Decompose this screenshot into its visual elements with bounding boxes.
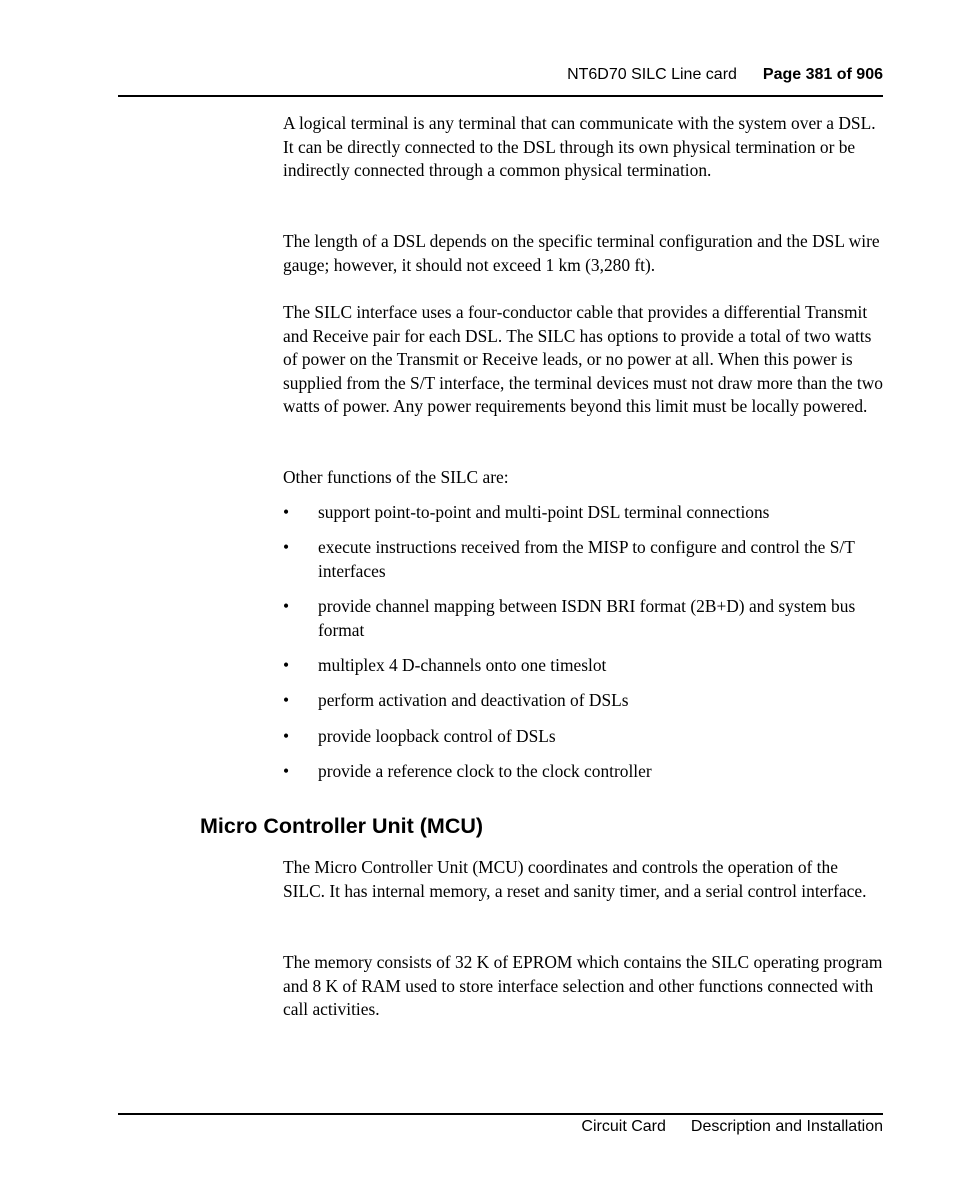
paragraph-mcu-overview: The Micro Controller Unit (MCU) coordinates and controls the operation of the SILC. It has internal memory, a reset and sanity timer, and a serial control interface. [283, 857, 867, 901]
bullet-icon: • [283, 761, 290, 781]
section-heading: Micro Controller Unit (MCU) [200, 814, 484, 838]
bullet-icon: • [283, 596, 290, 616]
list-item [283, 501, 883, 525]
paragraph-dsl-length: The length of a DSL depends on the specific terminal configuration and the DSL wire gauge; however, it should not exceed 1 km (3,280 ft). [283, 231, 880, 275]
list-item-text: provide loopback control of DSLs [318, 726, 556, 746]
list-item-text: provide a reference clock to the clock controller [318, 761, 652, 781]
page-header [118, 66, 883, 86]
paragraph-other-functions: Other functions of the SILC are: [283, 467, 509, 487]
bullet-icon: • [283, 726, 290, 746]
list-item [283, 536, 883, 583]
list-item [283, 595, 883, 642]
bullet-icon: • [283, 502, 290, 522]
list-item-text: support point-to-point and multi-point DSL terminal connections [318, 502, 770, 522]
paragraph-logical-terminal: A logical terminal is any terminal that can communicate with the system over a DSL. It can be directly connected to the DSL through its own physical termination or be indirectly connected through a common physical termination. [283, 113, 876, 181]
bullet-icon: • [283, 537, 290, 557]
bullet-icon: • [283, 655, 290, 675]
list-item-text: provide channel mapping between ISDN BRI format (2B+D) and system bus format [318, 596, 856, 640]
document-title: NT6D70 SILC Line card [567, 66, 737, 83]
list-item [283, 725, 883, 749]
paragraph-mcu-memory: The memory consists of 32 K of EPROM which contains the SILC operating program and 8 K of RAM used to store interface selection and other functions connected with call activities. [283, 952, 883, 1020]
list-item-text: multiplex 4 D-channels onto one timeslot [318, 655, 607, 675]
page-footer [118, 1118, 883, 1136]
list-item [283, 689, 883, 713]
paragraph-silc-interface: The SILC interface uses a four-conductor cable that provides a differential Transmit and Receive pair for each DSL. The SILC has options to provide a total of two watts of power on the Transmit or Receive leads, or no power at all. When this power is supplied from the S/T interface, the terminal devices must not draw more than the two watts of power. Any power requirements beyond this limit must be locally powered. [283, 302, 883, 417]
list-item [283, 654, 883, 678]
page-number: Page 381 of 906 [762, 66, 883, 83]
list-item-text: perform activation and deactivation of DSLs [318, 690, 629, 710]
footer-section-label: Circuit Card [581, 1118, 666, 1135]
list-item [283, 760, 883, 784]
header-rule [118, 95, 883, 97]
bullet-icon: • [283, 690, 290, 710]
footer-document-label: Description and Installation [690, 1118, 883, 1135]
list-item-text: execute instructions received from the MISP to configure and control the S/T interfaces [318, 537, 855, 581]
footer-rule [118, 1113, 883, 1115]
